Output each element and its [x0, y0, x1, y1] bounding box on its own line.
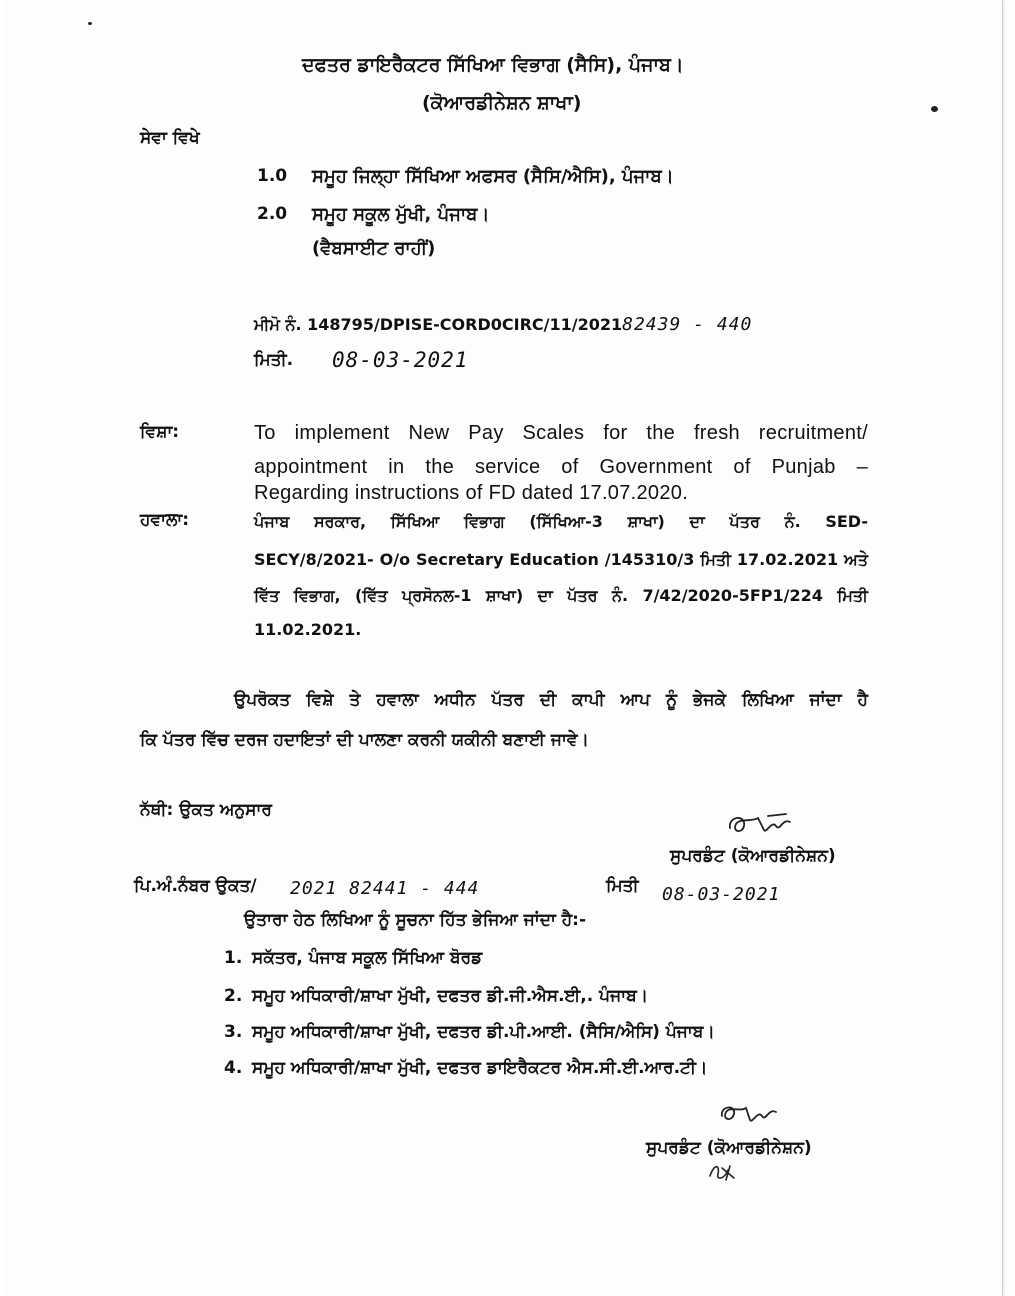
initials-scribble-icon [706, 1160, 740, 1184]
endorsement-handwritten-number: 2021 82441 - 444 [290, 878, 480, 899]
addressee-item-number: 2.0 [257, 204, 288, 224]
reference-line: ਪੰਜਾਬ ਸਰਕਾਰ, ਸਿੱਖਿਆ ਵਿਭਾਗ (ਸਿੱਖਿਆ-3 ਸ਼ਾਖਾ) ਦਾ ਪੱਤਰ ਨੰ. SED- [254, 512, 868, 531]
body-line: ਕਿ ਪੱਤਰ ਵਿੱਚ ਦਰਜ ਹਦਾਇਤਾਂ ਦੀ ਪਾਲਣਾ ਕਰਨੀ ਯਕੀਨੀ ਬਣਾਈ ਜਾਵੇ। [140, 730, 589, 750]
addressee-via: (ਵੈਬਸਾਈਟ ਰਾਹੀਂ) [312, 238, 436, 259]
scan-speck [88, 22, 92, 25]
office-heading: ਦਫਤਰ ਡਾਇਰੈਕਟਰ ਸਿੱਖਿਆ ਵਿਭਾਗ (ਸੈਸਿ), ਪੰਜਾਬ। [302, 54, 684, 76]
copy-item: ਸਮੂਹ ਅਧਿਕਾਰੀ/ਸ਼ਾਖਾ ਮੁੱਖੀ, ਦਫਤਰ ਡੀ.ਪੀ.ਆਈ. (ਸੈਸਿ/ਐਸਿ) ਪੰਜਾਬ। [252, 1022, 715, 1042]
memo-label: ਮੀਮੋ ਨੰ. [254, 315, 302, 334]
memo-number: 148795/DPISE-CORD0CIRC/11/2021 [307, 315, 623, 334]
reference-line: ਵਿੱਤ ਵਿਭਾਗ, (ਵਿੱਤ ਪ੍ਰਸੋਨਲ-1 ਸ਼ਾਖਾ) ਦਾ ਪੱਤਰ ਨੰ. 7/42/2020-5FP1/224 ਮਿਤੀ [254, 586, 868, 605]
signatory-title: ਸੁਪਰਡੰਟ (ਕੋਆਰਡੀਨੇਸ਼ਨ) [646, 1138, 812, 1158]
signature-scribble-icon [724, 808, 804, 844]
signature-mark [716, 1100, 786, 1134]
copy-item-number: 2. [224, 986, 243, 1006]
enclosure: ਨੱਥੀ: ਉਕਤ ਅਨੁਸਾਰ [140, 800, 272, 820]
branch-heading: (ਕੋਆਰਡੀਨੇਸ਼ਨ ਸ਼ਾਖਾ) [422, 92, 582, 114]
addressee-item-number: 1.0 [257, 166, 288, 186]
body-line: ਉਪਰੋਕਤ ਵਿਸ਼ੇ ਤੇ ਹਵਾਲਾ ਅਧੀਨ ਪੱਤਰ ਦੀ ਕਾਪੀ ਆਪ ਨੂੰ ਭੇਜਕੇ ਲਿਖਿਆ ਜਾਂਦਾ ਹੈ [234, 690, 868, 710]
reference-line: SECY/8/2021- O/o Secretary Education /145310/3 ਮਿਤੀ 17.02.2021 ਅਤੇ [254, 550, 868, 569]
addressee-label: ਸੇਵਾ ਵਿਖੇ [140, 128, 200, 148]
subject-line: To implement New Pay Scales for the fresh recruitment/ [254, 422, 868, 444]
memo-date: 08-03-2021 [332, 348, 469, 372]
endorsement-intro: ਉਤਾਰਾ ਹੇਠ ਲਿਖਿਆ ਨੂੰ ਸੂਚਨਾ ਹਿੱਤ ਭੇਜਿਆ ਜਾਂਦਾ ਹੈ:- [244, 910, 587, 930]
reference-line: 11.02.2021. [254, 620, 362, 639]
endorsement-label: ਪਿ.ਅੰ.ਨੰਬਰ ਉਕਤ/ [134, 876, 257, 896]
addressee-item: ਸਮੂਹ ਜਿਲ੍ਹਾ ਸਿੱਖਿਆ ਅਫਸਰ (ਸੈਸਿ/ਐਸਿ), ਪੰਜਾਬ। [312, 166, 674, 187]
copy-item: ਸਮੂਹ ਅਧਿਕਾਰੀ/ਸ਼ਾਖਾ ਮੁੱਖੀ, ਦਫਤਰ ਡੀ.ਜੀ.ਐਸ.ਈ,. ਪੰਜਾਬ। [252, 986, 649, 1006]
copy-item-number: 3. [224, 1022, 243, 1042]
subject-line: Regarding instructions of FD dated 17.07.2020. [254, 482, 689, 504]
copy-item-number: 4. [224, 1058, 243, 1078]
memo-handwritten-number: 82439 - 440 [622, 314, 753, 335]
signature-mark [724, 808, 804, 848]
signature-scribble-icon [716, 1100, 786, 1130]
copy-item-number: 1. [224, 948, 243, 968]
scan-speck [931, 106, 938, 112]
endorsement-date-label: ਮਿਤੀ [606, 876, 639, 896]
document-page [6, 0, 1003, 1296]
endorsement-date: 08-03-2021 [662, 884, 781, 905]
subject-label: ਵਿਸ਼ਾ: [140, 422, 180, 442]
addressee-item: ਸਮੂਹ ਸਕੂਲ ਮੁੱਖੀ, ਪੰਜਾਬ। [312, 204, 490, 225]
memo-date-label: ਮਿਤੀ. [254, 350, 294, 370]
signatory-title: ਸੁਪਰਡੰਟ (ਕੋਆਰਡੀਨੇਸ਼ਨ) [670, 846, 836, 866]
reference-label: ਹਵਾਲਾ: [140, 510, 190, 530]
copy-item: ਸਮੂਹ ਅਧਿਕਾਰੀ/ਸ਼ਾਖਾ ਮੁੱਖੀ, ਦਫਤਰ ਡਾਇਰੈਕਟਰ ਐਸ.ਸੀ.ਈ.ਆਰ.ਟੀ। [252, 1058, 708, 1078]
initials-mark [706, 1160, 740, 1188]
memo-line [254, 314, 752, 335]
subject-line: appointment in the service of Government of Punjab – [254, 456, 868, 478]
copy-item: ਸਕੱਤਰ, ਪੰਜਾਬ ਸਕੂਲ ਸਿੱਖਿਆ ਬੋਰਡ [252, 948, 483, 968]
